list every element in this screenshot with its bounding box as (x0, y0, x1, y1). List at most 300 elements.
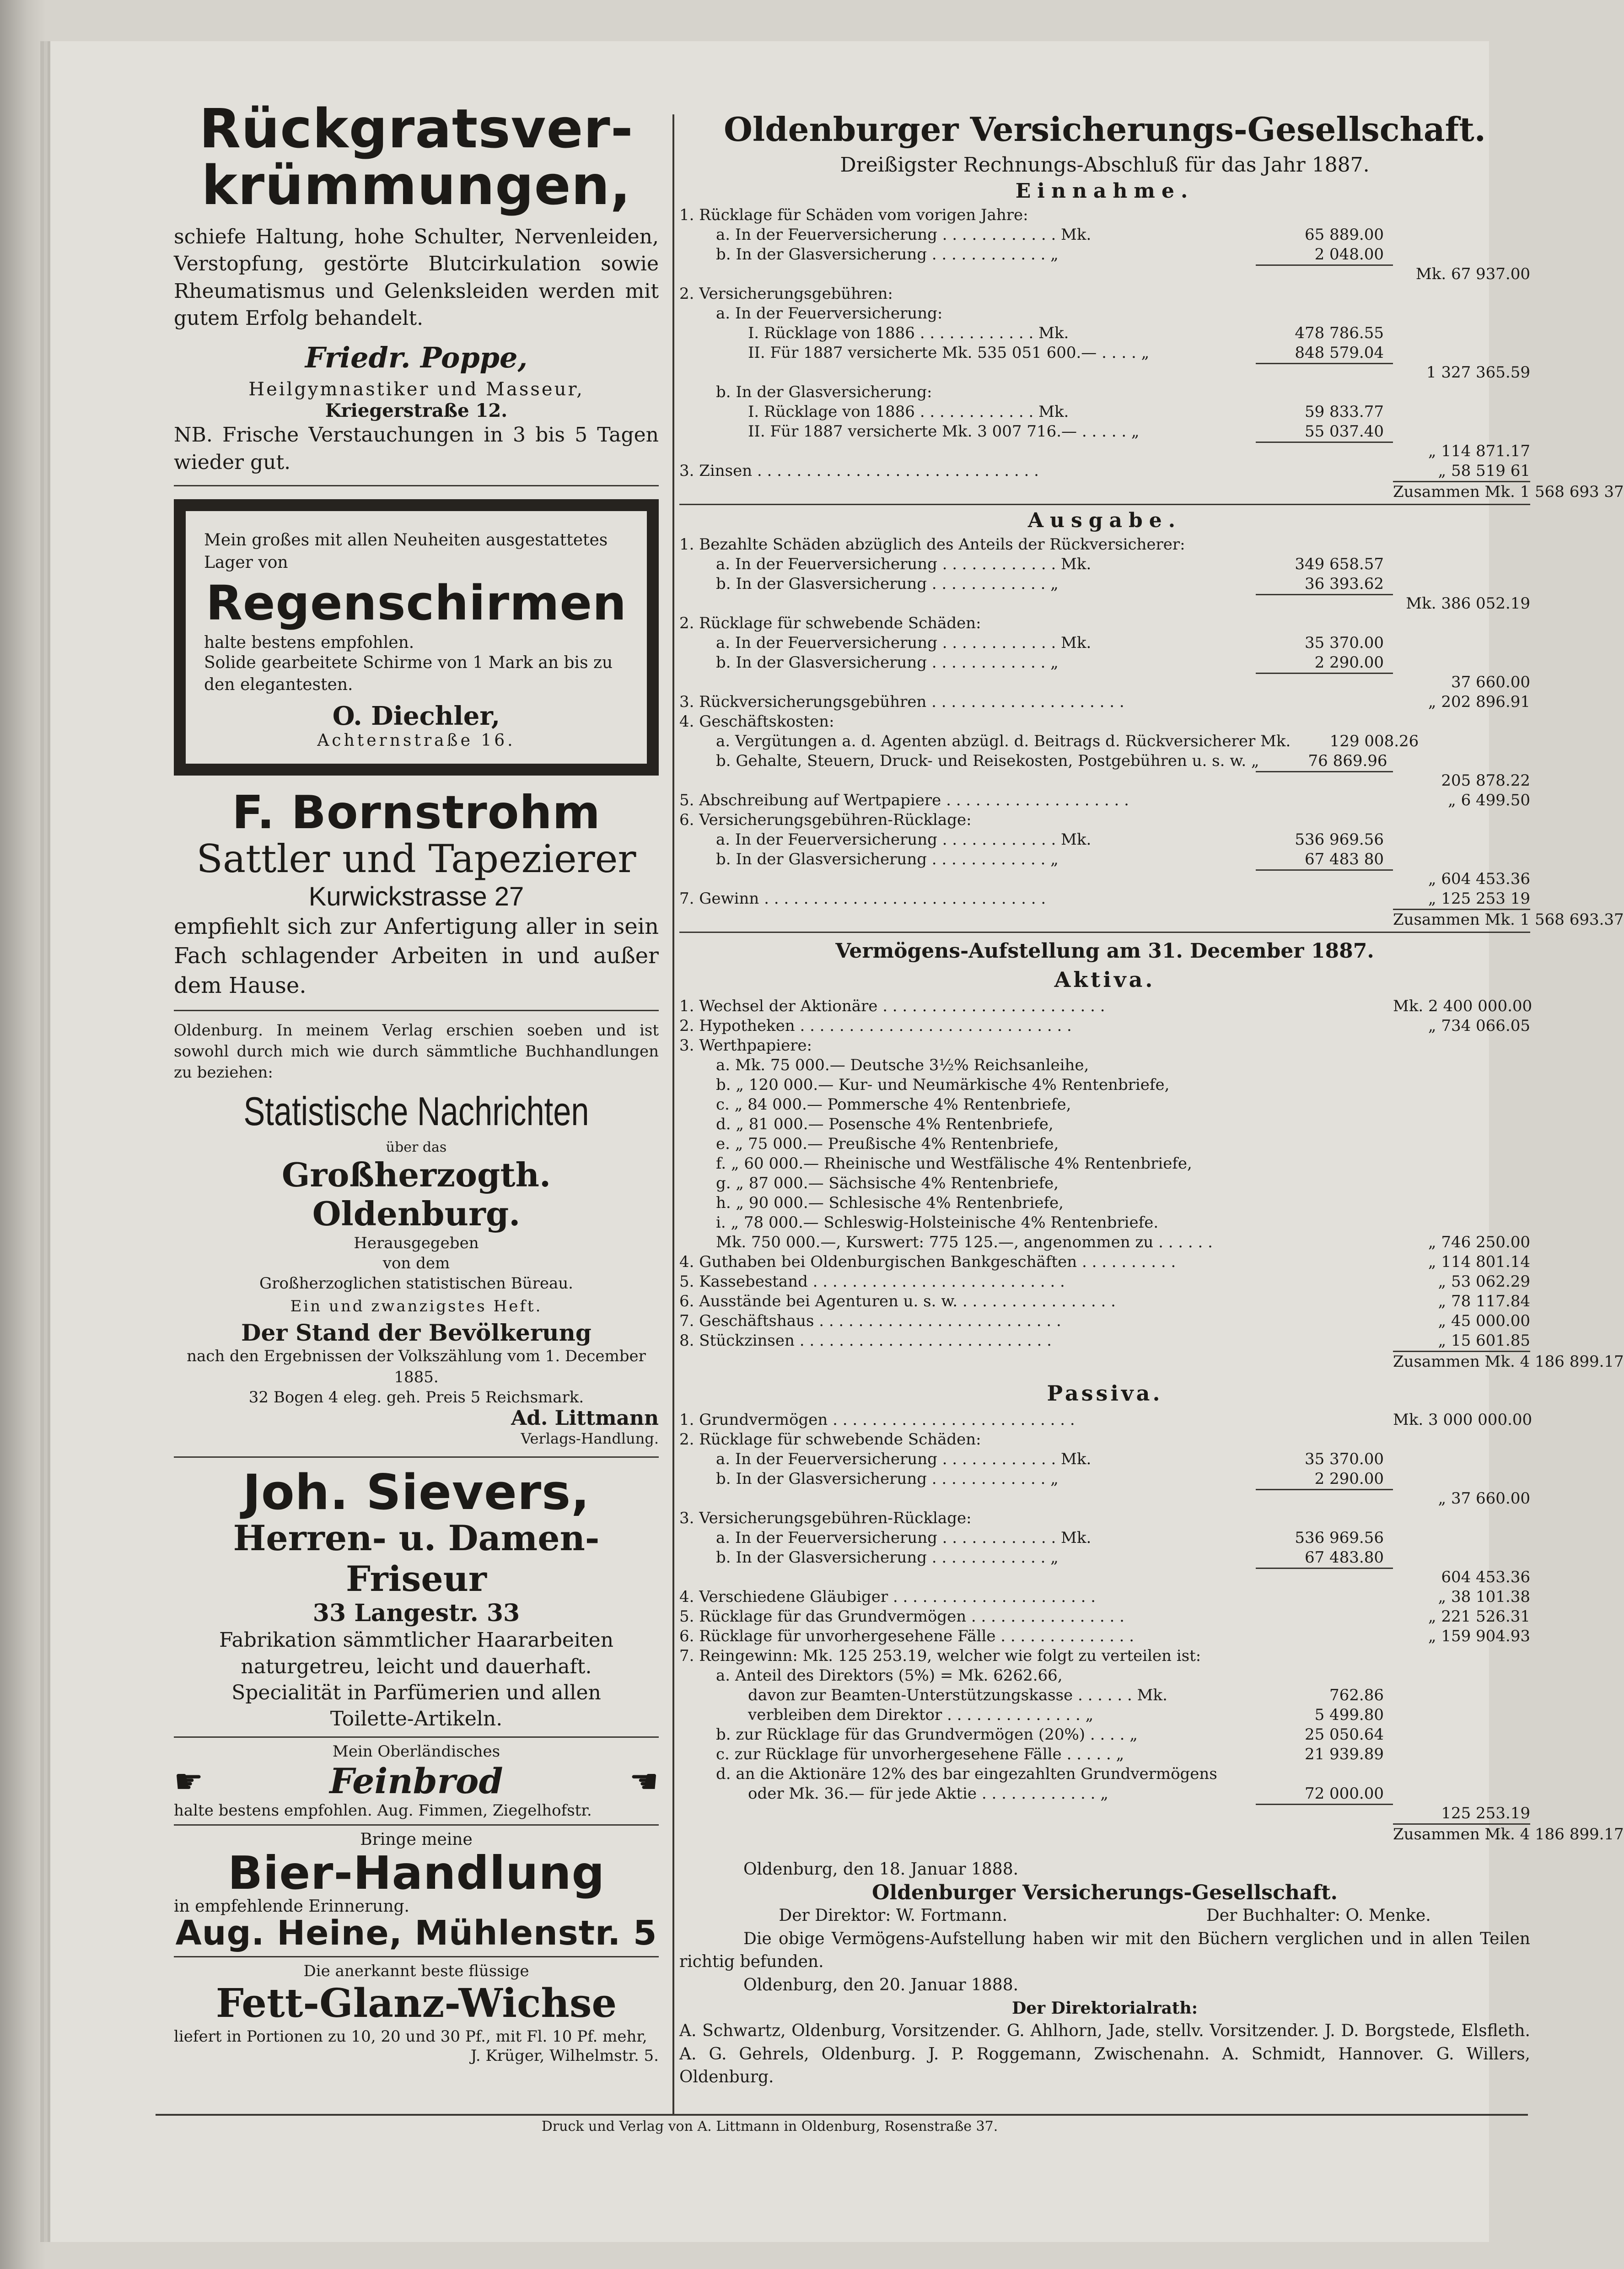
ledger-subamount (1256, 1154, 1393, 1174)
ledger-amount: „ 114 871.17 (1428, 442, 1530, 460)
ledger-amount: „ 53 062.29 (1438, 1272, 1530, 1291)
advert-title: Statistische Nachrichten (243, 1088, 589, 1134)
ledger-label: a. Mk. 75 000.— Deutsche 3½% Reichsanleihe, (716, 1056, 1089, 1074)
ledger-amount (1393, 1469, 1530, 1489)
imprint: Druck und Verlag von A. Littmann in Oldenburg, Rosenstraße 37. (541, 2118, 998, 2134)
advert-body: schiefe Haltung, hohe Schulter, Nervenleiden, Verstopfung, gestörte Blutcirkulation sowie Rheumatismus und Gelenksleiden werden mit gutem Erfolg behandelt. (174, 225, 659, 330)
ledger-amount (1393, 1548, 1530, 1568)
ledger-row (679, 712, 1530, 732)
ledger-label: II. Für 1887 versicherte Mk. 535 051 600.— . . . . „ (748, 344, 1150, 362)
ledger-label (679, 1823, 1256, 1844)
ledger-subamount (1256, 1095, 1393, 1115)
ledger-amount (1393, 1705, 1530, 1725)
ledger-subamount: 55 037.40 (1304, 422, 1384, 441)
ledger-label: b. In der Glasversicherung . . . . . . . . . . . . „ (716, 850, 1059, 868)
ledger-label: 3. Rückversicherungsgebühren . . . . . . . . . . . . . . . . . . . . (679, 693, 1124, 711)
ledger-amount (1393, 653, 1530, 673)
ledger-row (679, 692, 1530, 712)
ledger-subamount (1256, 1568, 1393, 1587)
ledger-label: a. In der Feuerversicherung . . . . . . . . . . . . Mk. (716, 634, 1092, 652)
board-title: Der Direktorialrath: (1011, 1998, 1198, 2018)
ledger-amount (1397, 751, 1534, 771)
ledger-label: davon zur Beamten-Unterstützungskasse . . . . . . Mk. (748, 1686, 1167, 1704)
ledger-row (679, 461, 1530, 481)
ledger-amount (1393, 1764, 1530, 1784)
ledger-row (679, 1075, 1530, 1095)
ledger-label: b. Gehalte, Steuern, Druck- und Reisekosten, Postgebühren u. s. w. „ (716, 752, 1259, 770)
divider (174, 1736, 659, 1738)
ledger-label: 2. Hypotheken . . . . . . . . . . . . . . . . . . . . . . . . . . . . (679, 1017, 1072, 1035)
ledger-subamount (1256, 1331, 1393, 1351)
ledger-amount (1393, 1646, 1530, 1666)
advert-column (174, 97, 659, 2065)
ledger-subamount: 65 889.00 (1304, 226, 1384, 244)
ledger-subamount: 59 833.77 (1304, 403, 1384, 421)
advert-name: Joh. Sievers, (242, 1464, 590, 1521)
ledger-subamount (1256, 614, 1393, 633)
ledger-label (679, 442, 1256, 461)
ledger-label (679, 594, 1256, 614)
ledger-label: a. Anteil des Direktors (5%) = Mk. 6262.66, (716, 1666, 1063, 1685)
ledger-amount: „ 37 660.00 (1438, 1489, 1530, 1508)
advert-subject2: nach den Ergebnissen der Volkszählung vom 1. December 1885. (187, 1347, 646, 1387)
ledger-subamount (1256, 1252, 1393, 1272)
divider (174, 1824, 659, 1826)
ledger-amount: „ 159 904.93 (1428, 1627, 1530, 1645)
ledger-row (679, 284, 1530, 304)
divider (174, 1956, 659, 1957)
ledger-amount (1393, 205, 1530, 225)
ledger-subamount: 35 370.00 (1304, 1450, 1384, 1468)
ledger-label (679, 363, 1256, 383)
ledger-row (679, 535, 1530, 555)
ledger-label: f. „ 60 000.— Rheinische und Westfälische 4% Rentenbriefe, (716, 1154, 1192, 1173)
ledger-row (679, 383, 1530, 402)
ledger-label: 6. Rücklage für unvorhergesehene Fälle . . . . . . . . . . . . . . (679, 1627, 1135, 1645)
ledger-row (679, 1745, 1530, 1764)
ledger-label: d. „ 81 000.— Posensche 4% Rentenbriefe, (716, 1115, 1054, 1133)
ledger-row (679, 771, 1530, 791)
ledger-row (679, 323, 1530, 343)
ledger-label: 3. Zinsen . . . . . . . . . . . . . . . . . . . . . . . . . . . . . (679, 462, 1039, 480)
ledger-subamount (1256, 264, 1393, 284)
ledger-label: 6. Ausstände bei Agenturen u. s. w. . . . . . . . . . . . . . . . . (679, 1292, 1116, 1310)
ledger-label: 7. Gewinn . . . . . . . . . . . . . . . . . . . . . . . . . . . . . (679, 889, 1046, 908)
ledger-amount (1393, 1528, 1530, 1548)
closing-signatures (679, 1904, 1530, 1927)
advert-body: in empfehlende Erinnerung. (174, 1897, 409, 1916)
advert-title2: Großherzogth. Oldenburg. (281, 1155, 551, 1233)
advert-fimmen (174, 1742, 659, 1820)
advert-issue: Ein und zwanzigstes Heft. (290, 1297, 543, 1316)
ledger-amount: „ 125 253 19 (1428, 889, 1530, 908)
ledger-row (679, 1823, 1624, 1844)
ledger-row (679, 205, 1530, 225)
financial-report (679, 110, 1624, 2089)
ledger-amount: „ 734 066.05 (1428, 1017, 1530, 1035)
ledger-amount (1393, 1095, 1530, 1115)
ledger-subamount (1256, 909, 1393, 930)
ledger-label: 1. Rücklage für Schäden vom vorigen Jahre: (679, 206, 1028, 224)
ledger-row (679, 264, 1530, 284)
advert-address: Kurwickstrasse 27 (308, 881, 524, 911)
ledger-subamount: 478 786.55 (1295, 324, 1384, 342)
ledger-label: a. In der Feuerversicherung . . . . . . . . . . . . Mk. (716, 1529, 1092, 1547)
ledger-amount (1393, 402, 1530, 422)
advert-title-row (174, 1761, 659, 1801)
ledger-amount (1393, 323, 1530, 343)
advert-body: liefert in Portionen zu 10, 20 und 30 Pf., mit Fl. 10 Pf. mehr, (174, 2027, 647, 2046)
ledger-label: a. Vergütungen a. d. Agenten abzügl. d. Beitrags d. Rückversicherer Mk. (716, 732, 1291, 750)
advert-body: empfiehlt sich zur Anfertigung aller in sein Fach schlagender Arbeiten in und außer dem Hause. (174, 913, 659, 999)
ledger-row (679, 810, 1530, 830)
ledger-amount (1393, 1056, 1530, 1075)
ledger-amount: „ 6 499.50 (1448, 791, 1530, 809)
ledger-amount (1393, 1686, 1530, 1705)
ledger-label (679, 771, 1256, 791)
ledger-amount (1393, 850, 1530, 869)
ledger-amount: „ 746 250.00 (1428, 1233, 1530, 1251)
ledger-label: b. In der Glasversicherung . . . . . . . . . . . . „ (716, 653, 1059, 672)
advert-title: Regenschirmen (205, 575, 627, 631)
ledger-row (679, 633, 1530, 653)
ledger-row (679, 1627, 1530, 1646)
ledger-row (679, 481, 1624, 502)
ledger-amount (1393, 633, 1530, 653)
ledger-row (679, 1056, 1530, 1075)
ledger-subamount: 5 499.80 (1314, 1706, 1384, 1724)
ledger-row (679, 1154, 1530, 1174)
ledger-subamount (1256, 692, 1393, 712)
director-signature: Der Direktor: W. Fortmann. (779, 1906, 1008, 1925)
ledger-amount (1393, 1115, 1530, 1134)
ledger-subamount (1256, 481, 1393, 502)
advert-profession: Heilgymnastiker und Masseur, (248, 379, 584, 400)
ledger-subamount: 762.86 (1329, 1686, 1384, 1704)
ledger-amount (1393, 343, 1530, 363)
ledger-label (679, 909, 1256, 930)
ledger-label: b. In der Glasversicherung . . . . . . . . . . . . „ (716, 1470, 1059, 1488)
ledger-amount: 604 453.36 (1441, 1568, 1530, 1586)
ledger-row (679, 225, 1530, 245)
ledger-label: d. an die Aktionäre 12% des bar eingezahlten Grundvermögens (716, 1765, 1217, 1783)
ledger-row (679, 1568, 1530, 1587)
ledger-label (679, 1568, 1256, 1587)
ledger-subamount (1256, 363, 1393, 383)
ledger-amount: Mk. 67 937.00 (1415, 265, 1530, 283)
advert-address: Kriegerstraße 12. (325, 400, 508, 422)
ledger-row (679, 1272, 1530, 1292)
ledger-amount (1393, 304, 1530, 323)
advert-name: Aug. Heine, Mühlenstr. 5 (175, 1913, 657, 1953)
ledger-label: a. In der Feuerversicherung . . . . . . . . . . . . Mk. (716, 830, 1092, 849)
ledger-subamount (1256, 997, 1393, 1016)
ledger-label: oder Mk. 36.— für jede Aktie . . . . . . . . . . . . „ (748, 1784, 1108, 1803)
advert-intro: Mein Oberländisches (332, 1742, 500, 1761)
ledger-label (679, 481, 1256, 502)
ledger-label: b. „ 120 000.— Kur- und Neumärkische 4% Rentenbriefe, (716, 1076, 1170, 1094)
ledger-subamount (1256, 712, 1393, 732)
ledger-row (679, 422, 1530, 442)
ledger-amount (1393, 1075, 1530, 1095)
ledger-label: I. Rücklage von 1886 . . . . . . . . . . . . Mk. (748, 324, 1069, 342)
ledger-label: i. „ 78 000.— Schleswig-Holsteinische 4% Rentenbriefe. (716, 1213, 1159, 1232)
ledger-subamount (1256, 673, 1393, 692)
passiva-table (679, 1410, 1624, 1844)
ledger-amount: Zusammen Mk. 4 186 899.17 (1393, 1351, 1530, 1372)
report-title: Oldenburger Versicherungs-Gesellschaft. (724, 110, 1486, 149)
ledger-label: a. In der Feuerversicherung . . . . . . . . . . . . Mk. (716, 1450, 1092, 1468)
ledger-label: verbleiben dem Direktor . . . . . . . . . . . . . . „ (748, 1706, 1094, 1724)
ledger-amount (1393, 1666, 1530, 1686)
ledger-row (679, 673, 1530, 692)
bookkeeper-signature: Der Buchhalter: O. Menke. (1206, 1906, 1431, 1925)
advert-intro: Oldenburg. In meinem Verlag erschien soeben und ist sowohl durch mich wie durch sämmtliche Buchhandlungen zu beziehen: (174, 1021, 659, 1082)
advert-heine (174, 1830, 659, 1951)
ledger-subamount: 25 050.64 (1304, 1725, 1384, 1744)
ledger-label: e. „ 75 000.— Preußische 4% Rentenbriefe, (716, 1135, 1059, 1153)
ledger-subamount (1256, 1193, 1393, 1213)
section-heading-einnahme: Einnahme. (1015, 179, 1194, 203)
advert-littmann (174, 1020, 659, 1447)
ledger-label: 1. Grundvermögen . . . . . . . . . . . . . . . . . . . . . . . . . (679, 1411, 1075, 1429)
ledger-label (679, 673, 1256, 692)
ledger-row (679, 751, 1530, 771)
ledger-amount (1393, 555, 1530, 574)
ledger-amount: Zusammen Mk. 1 568 693 37 (1393, 481, 1530, 502)
ledger-row (679, 732, 1530, 751)
advert-body: halte bestens empfohlen. Aug. Fimmen, Ziegelhofstr. (174, 1801, 592, 1820)
ledger-row (679, 1764, 1530, 1784)
ledger-label: 5. Kassebestand . . . . . . . . . . . . . . . . . . . . . . . . . . (679, 1272, 1065, 1291)
ledger-row (679, 1134, 1530, 1154)
ledger-label: 4. Verschiedene Gläubiger . . . . . . . . . . . . . . . . . . . . . (679, 1588, 1096, 1606)
divider (174, 1010, 659, 1011)
audit-date: Oldenburg, den 20. Januar 1888. (743, 1975, 1019, 1994)
ledger-subamount (1256, 1666, 1393, 1686)
ledger-subamount (1256, 442, 1393, 461)
ledger-row (679, 1095, 1530, 1115)
board-members: A. Schwartz, Oldenburg, Vorsitzender. G. Ahlhorn, Jade, stellv. Vorsitzender. J. D. Borgstede, Elsfleth. A. G. Gehrels, Oldenburg. J. P. Roggemann, Zwischenahn. A. Schmidt, Hannover. G. Willers, Oldenburg. (679, 2021, 1530, 2087)
ledger-subamount: 76 869.96 (1308, 752, 1387, 770)
ledger-amount (1393, 1036, 1530, 1056)
ledger-row (679, 594, 1530, 614)
ledger-row (679, 574, 1530, 594)
ledger-label: 5. Abschreibung auf Wertpapiere . . . . . . . . . . . . . . . . . . . (679, 791, 1129, 809)
ledger-amount (1428, 732, 1565, 751)
ledger-amount (1393, 1450, 1530, 1469)
ausgabe-table (679, 535, 1624, 930)
ledger-subamount (1256, 1587, 1393, 1607)
divider (679, 932, 1530, 933)
ledger-amount (1393, 830, 1530, 850)
advert-price: 32 Bogen 4 eleg. geh. Preis 5 Reichsmark. (248, 1388, 584, 1407)
ledger-row (679, 1686, 1530, 1705)
ledger-label: Mk. 750 000.—, Kurswert: 775 125.—, angenommen zu . . . . . . (716, 1233, 1213, 1251)
ledger-row (679, 442, 1530, 461)
ledger-subamount (1256, 594, 1393, 614)
ledger-label: 2. Versicherungsgebühren: (679, 285, 893, 303)
advert-diechler (174, 499, 659, 776)
advert-title: Fett-Glanz-Wichse (215, 1980, 617, 2026)
ledger-amount: 205 878.22 (1441, 771, 1530, 790)
advert-line: Solide gearbeitete Schirme von 1 Mark an bis zu den elegantesten. (204, 653, 613, 695)
ledger-subamount (1256, 205, 1393, 225)
ledger-subamount (1256, 1272, 1393, 1292)
ledger-row (679, 1489, 1530, 1509)
ledger-amount: Zusammen Mk. 4 186 899.17 (1393, 1823, 1530, 1844)
ledger-amount (1393, 1509, 1530, 1528)
ledger-row (679, 1725, 1530, 1745)
ledger-subamount: 2 048.00 (1314, 245, 1384, 264)
ledger-row (679, 304, 1530, 323)
ledger-row (679, 1311, 1530, 1331)
ledger-row (679, 1607, 1530, 1627)
ledger-subamount (1256, 1607, 1393, 1627)
ledger-amount: „ 78 117.84 (1438, 1292, 1530, 1310)
ledger-subamount (1256, 1134, 1393, 1154)
ledger-amount (1393, 1154, 1530, 1174)
ledger-label: 8. Stückzinsen . . . . . . . . . . . . . . . . . . . . . . . . . . (679, 1331, 1052, 1350)
advert-title: Feinbrod (329, 1761, 503, 1802)
ledger-amount (1393, 1430, 1530, 1450)
ledger-amount (1393, 810, 1530, 830)
closing-date: Oldenburg, den 18. Januar 1888. (743, 1860, 1019, 1879)
ledger-label: b. In der Glasversicherung . . . . . . . . . . . . „ (716, 245, 1059, 264)
advert-profession: Herren- u. Damen-Friseur (233, 1518, 600, 1600)
ledger-subamount (1256, 535, 1393, 555)
ledger-subamount: 21 939.89 (1304, 1745, 1384, 1763)
ledger-label: g. „ 87 000.— Sächsische 4% Rentenbriefe, (716, 1174, 1059, 1192)
advert-publisher2: Verlags-Handlung. (521, 1430, 659, 1448)
ledger-label (679, 1351, 1256, 1372)
section-heading-ausgabe: Ausgabe. (1027, 509, 1182, 532)
ledger-label: 2. Rücklage für schwebende Schäden: (679, 614, 981, 632)
ledger-row (679, 1233, 1530, 1252)
ledger-label: c. „ 84 000.— Pommersche 4% Rentenbriefe, (716, 1095, 1071, 1114)
ledger-row (679, 997, 1533, 1016)
advert-body: Fabrikation sämmtlicher Haararbeiten naturgetreu, leicht und dauerhaft. Specialität in Parfümerien und allen Toilette-Artikeln. (219, 1628, 614, 1730)
ledger-subamount (1256, 1509, 1393, 1528)
ledger-label (679, 869, 1256, 889)
ledger-amount: 37 660.00 (1451, 673, 1530, 691)
ledger-amount (1393, 614, 1530, 633)
ledger-subamount (1256, 1213, 1393, 1233)
advert-sievers (174, 1464, 659, 1732)
report-closing (679, 1858, 1530, 2089)
report-subtitle: Dreißigster Rechnungs-Abschluß für das Jahr 1887. (840, 153, 1370, 177)
ledger-row (679, 343, 1530, 363)
ledger-amount (1393, 422, 1530, 442)
ledger-row (679, 1213, 1530, 1233)
ledger-label: 5. Rücklage für das Grundvermögen . . . . . . . . . . . . . . . . (679, 1607, 1124, 1626)
ledger-label: I. Rücklage von 1886 . . . . . . . . . . . . Mk. (748, 403, 1069, 421)
ledger-subamount: 536 969.56 (1295, 1529, 1384, 1547)
ledger-label: a. In der Feuerversicherung: (716, 304, 943, 323)
pointing-hand-left-icon: ☚ (629, 1762, 659, 1800)
ledger-row (679, 555, 1530, 574)
ledger-subamount (1256, 810, 1393, 830)
closing-company: Oldenburger Versicherungs-Gesellschaft. (872, 1881, 1338, 1905)
ledger-subamount: 129 008.26 (1329, 732, 1419, 750)
ledger-row (679, 1450, 1530, 1469)
ledger-subamount (1256, 1823, 1393, 1844)
ledger-subamount: 2 290.00 (1314, 1470, 1384, 1488)
ledger-amount (1393, 1193, 1530, 1213)
ledger-amount: 125 253.19 (1441, 1804, 1530, 1822)
ledger-row (679, 1666, 1530, 1686)
ledger-row (679, 1804, 1530, 1823)
ledger-row (679, 1193, 1530, 1213)
ledger-row (679, 1509, 1530, 1528)
ledger-row (679, 1528, 1530, 1548)
ledger-row (679, 1292, 1530, 1311)
ledger-subamount (1256, 1016, 1393, 1036)
advert-krueger (174, 1962, 659, 2065)
ledger-label (679, 1489, 1256, 1509)
ledger-row (679, 614, 1530, 633)
ledger-amount: Mk. 386 052.19 (1406, 594, 1530, 613)
ledger-label: a. In der Feuerversicherung . . . . . . . . . . . . Mk. (716, 555, 1092, 573)
advert-publisher: Ad. Littmann (511, 1407, 659, 1430)
ledger-row (679, 1115, 1530, 1134)
advert-name: F. Bornstrohm (232, 785, 601, 839)
ledger-amount: 1 327 365.59 (1426, 363, 1530, 382)
advert-subject: Der Stand der Bevölkerung (241, 1319, 592, 1347)
ledger-label: b. In der Glasversicherung . . . . . . . . . . . . „ (716, 575, 1059, 593)
page-edge-shadow (0, 0, 46, 2269)
divider (679, 504, 1530, 505)
ledger-label: b. In der Glasversicherung . . . . . . . . . . . . „ (716, 1548, 1059, 1567)
ledger-subamount (1256, 1036, 1393, 1056)
ledger-label: c. zur Rücklage für unvorhergesehene Fälle . . . . . „ (716, 1745, 1124, 1763)
audit-note: Die obige Vermögens-Aufstellung haben wir mit den Büchern verglichen und in allen Teilen richtig befunden. (679, 1929, 1530, 1972)
advert-address: Achternstraße 16. (317, 731, 516, 750)
ledger-label: 3. Werthpapiere: (679, 1036, 812, 1055)
ledger-row (679, 1016, 1530, 1036)
ledger-amount (1393, 1174, 1530, 1193)
ledger-row (679, 1331, 1530, 1351)
ledger-subamount: 67 483 80 (1304, 850, 1384, 868)
ledger-amount (1393, 574, 1530, 594)
ledger-subamount (1256, 1233, 1393, 1252)
ledger-row (679, 869, 1530, 889)
ledger-subamount (1256, 284, 1393, 304)
ledger-row (679, 363, 1530, 383)
ledger-amount (1393, 1784, 1530, 1804)
ledger-subamount: 35 370.00 (1304, 634, 1384, 652)
ledger-row (679, 830, 1530, 850)
ledger-row (679, 1646, 1530, 1666)
ledger-label: 3. Versicherungsgebühren-Rücklage: (679, 1509, 972, 1527)
pointing-hand-right-icon: ☛ (174, 1762, 204, 1800)
ledger-subamount (1256, 461, 1393, 481)
ledger-subamount (1256, 1430, 1393, 1450)
column-divider (672, 114, 674, 2114)
ledger-label: 6. Versicherungsgebühren-Rücklage: (679, 811, 972, 829)
ledger-subamount (1256, 791, 1393, 810)
aktiva-table (679, 997, 1624, 1372)
ledger-label: II. Für 1887 versicherte Mk. 3 007 716.— . . . . . „ (748, 422, 1140, 441)
advert-title: Rückgratsver- krümmungen, (199, 97, 634, 217)
ledger-row (679, 1469, 1530, 1489)
ledger-row (679, 909, 1624, 930)
ledger-label: 4. Geschäftskosten: (679, 712, 834, 731)
advert-name: O. Diechler, (332, 701, 500, 731)
ledger-subamount (1256, 304, 1393, 323)
advert-intro: Bringe meine (360, 1830, 473, 1849)
ledger-row (679, 653, 1530, 673)
